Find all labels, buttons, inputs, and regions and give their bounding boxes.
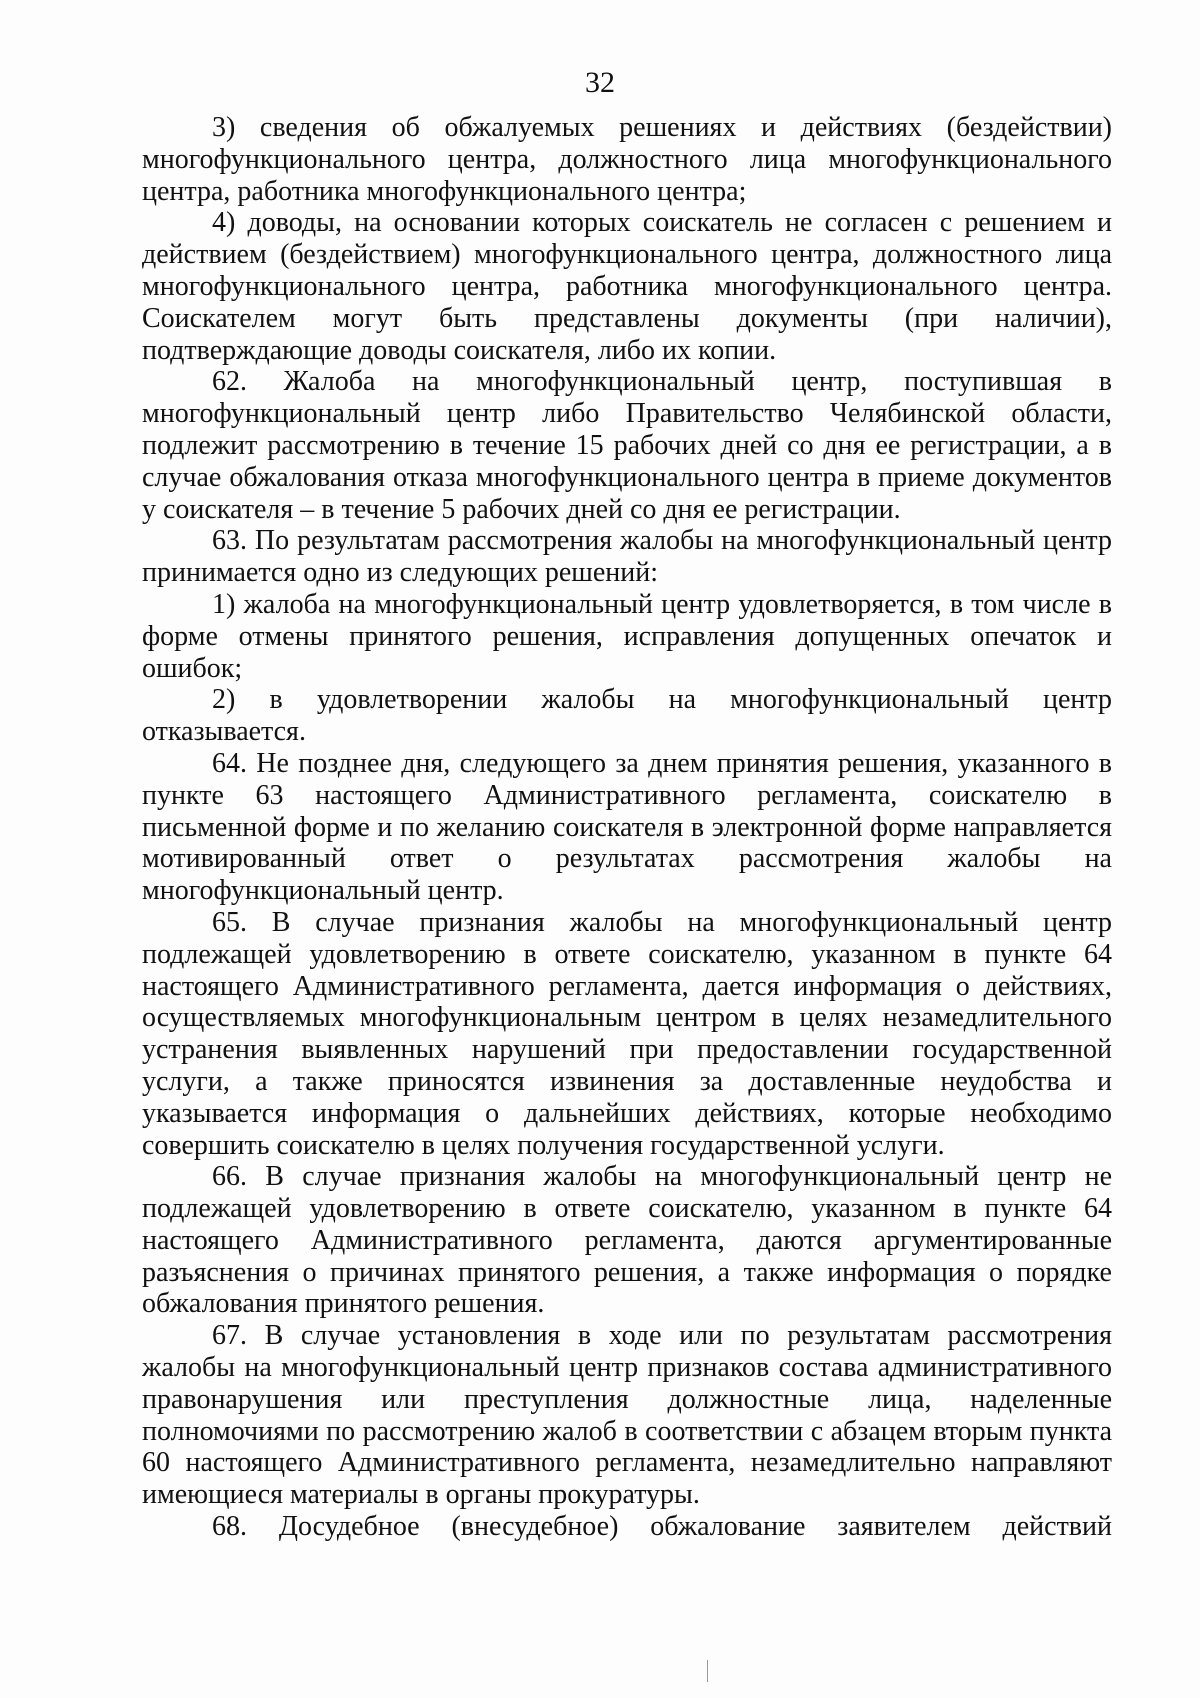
paragraph-item-4: 4) доводы, на основании которых соискатель не согласен с решением и действием (бездействием) многофункционального центра, должностного лица многофункционального центра, работника многофункционального центра. Соискателем могут быть представлены документы (при наличии), подтверждающие доводы соискателя, либо их копии. <box>142 207 1112 366</box>
document-body <box>142 112 1112 1543</box>
paragraph-67: 67. В случае установления в ходе или по результатам рассмотрения жалобы на многофункциональный центр признаков состава административного правонарушения или преступления должностные лица, наделенные полномочиями по рассмотрению жалоб в соответствии с абзацем вторым пункта 60 настоящего Административного регламента, незамедлительно направляют имеющиеся материалы в органы прокуратуры. <box>142 1320 1112 1511</box>
scan-artifact-mark <box>707 1660 708 1682</box>
paragraph-66: 66. В случае признания жалобы на многофункциональный центр не подлежащей удовлетворению в ответе соискателю, указанном в пункте 64 настоящего Административного регламента, даются аргументированные разъяснения о причинах принятого решения, а также информация о порядке обжалования принятого решения. <box>142 1161 1112 1320</box>
paragraph-63: 63. По результатам рассмотрения жалобы на многофункциональный центр принимается одно из следующих решений: <box>142 525 1112 589</box>
paragraph-62: 62. Жалоба на многофункциональный центр, поступившая в многофункциональный центр либо Правительство Челябинской области, подлежит рассмотрению в течение 15 рабочих дней со дня ее регистрации, а в случае обжалования отказа многофункционального центра в приеме документов у соискателя – в течение 5 рабочих дней со дня ее регистрации. <box>142 366 1112 525</box>
paragraph-64: 64. Не позднее дня, следующего за днем принятия решения, указанного в пункте 63 настоящего Административного регламента, соискателю в письменной форме и по желанию соискателя в электронной форме направляется мотивированный ответ о результатах рассмотрения жалобы на многофункциональный центр. <box>142 747 1112 907</box>
paragraph-item-3: 3) сведения об обжалуемых решениях и действиях (бездействии) многофункционального центра, должностного лица многофункционального центра, работника многофункционального центра; <box>142 112 1112 207</box>
paragraph-65: 65. В случае признания жалобы на многофункциональный центр подлежащей удовлетворению в ответе соискателю, указанном в пункте 64 настоящего Административного регламента, дается информация о действиях, осуществляемых многофункциональным центром в целях незамедлительного устранения выявленных нарушений при предоставлении государственной услуги, а также приносятся извинения за доставленные неудобства и указывается информация о дальнейших действиях, которые необходимо совершить соискателю в целях получения государственной услуги. <box>142 906 1112 1161</box>
paragraph-63-item-1: 1) жалоба на многофункциональный центр удовлетворяется, в том числе в форме отмены принятого решения, исправления допущенных опечаток и ошибок; <box>142 588 1112 684</box>
paragraph-68: 68. Досудебное (внесудебное) обжалование заявителем действий <box>212 1511 1112 1543</box>
paragraph-63-item-2: 2) в удовлетворении жалобы на многофункциональный центр отказывается. <box>142 684 1112 748</box>
page-number: 32 <box>585 66 615 99</box>
